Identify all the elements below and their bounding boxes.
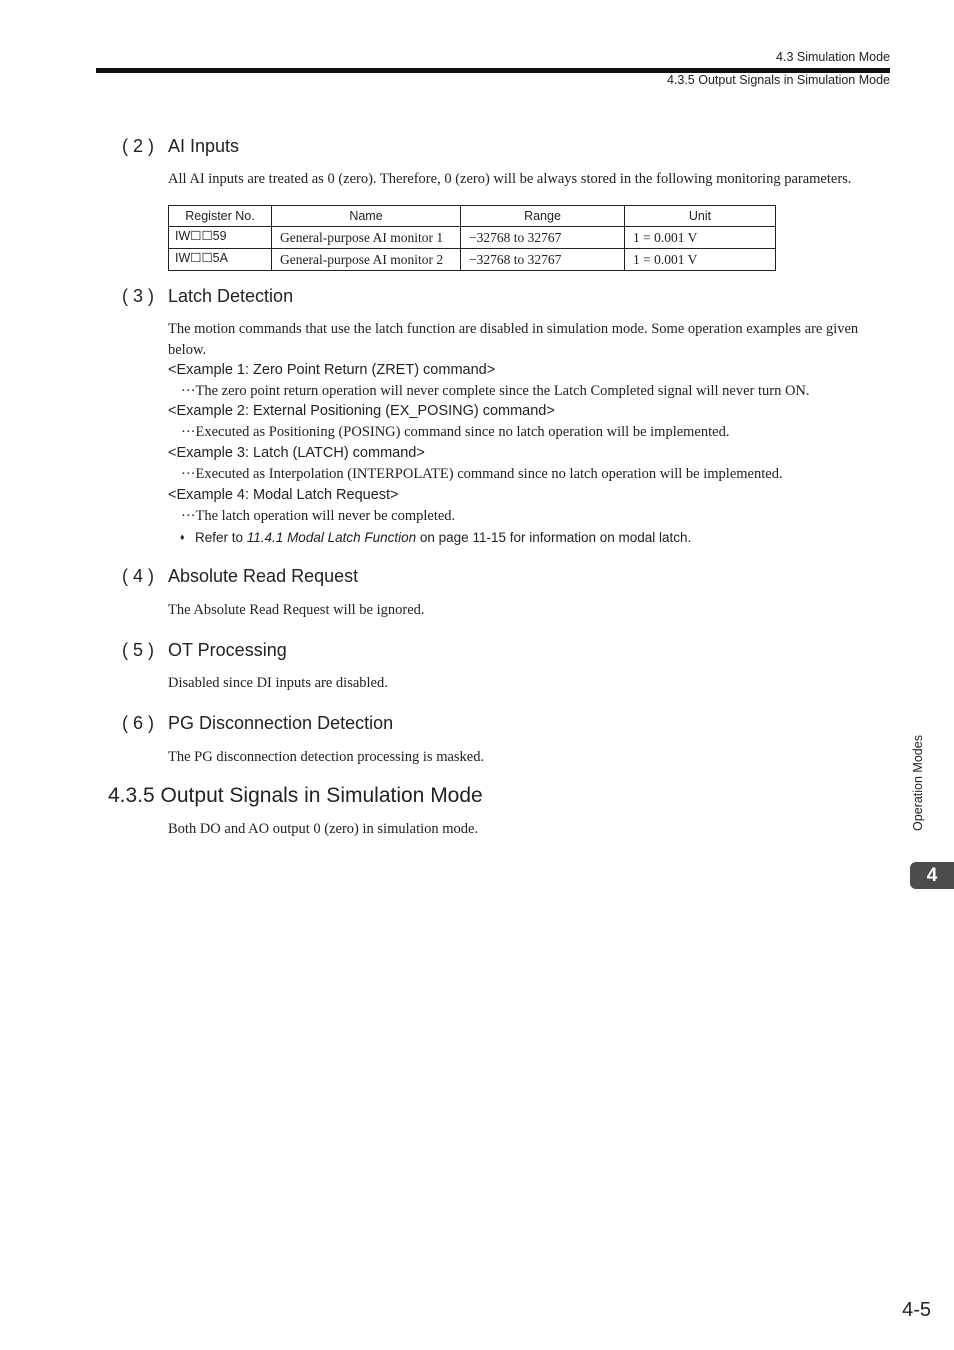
ai-inputs-heading — [122, 136, 239, 157]
ot-processing-body: Disabled since DI inputs are disabled. — [168, 675, 388, 691]
table-header-cell: Register No. — [169, 206, 272, 227]
unit-cell: 1 = 0.001 V — [625, 249, 776, 271]
range-cell: −32768 to 32767 — [461, 227, 625, 249]
ot-processing-heading — [122, 640, 287, 661]
heading-title: OT Processing — [168, 640, 287, 660]
heading-number: ( 4 ) — [122, 566, 155, 586]
latch-detection-body: The motion commands that use the latch function are disabled in simulation mode. Some operation examples are given below. — [168, 321, 859, 358]
table-row — [169, 227, 776, 249]
table-header-cell: Range — [461, 206, 625, 227]
heading-number: ( 2 ) — [122, 136, 155, 156]
latch-detection-heading — [122, 286, 293, 307]
heading-number: ( 5 ) — [122, 640, 155, 660]
ai-inputs-body: All AI inputs are treated as 0 (zero). Therefore, 0 (zero) will be always stored in the following monitoring parameters. — [168, 171, 852, 187]
output-signals-body: Both DO and AO output 0 (zero) in simulation mode. — [168, 821, 479, 837]
output-signals-heading: 4.3.5 Output Signals in Simulation Mode — [108, 784, 483, 807]
register-cell: IW☐☐59 — [169, 227, 272, 249]
page-number: 4-5 — [902, 1299, 931, 1321]
pg-disconnection-body: The PG disconnection detection processing is masked. — [168, 749, 485, 765]
chapter-side-label: Operation Modes — [911, 735, 925, 831]
diamond-bullet-icon: ♦ — [180, 532, 185, 542]
example-title: <Example 4: Modal Latch Request> — [168, 487, 399, 503]
heading-title: Latch Detection — [168, 286, 294, 306]
heading-number: ( 6 ) — [122, 713, 155, 733]
example-description: ···Executed as Positioning (POSING) command since no latch operation will be implemented. — [181, 424, 730, 440]
chapter-number-tab: 4 — [910, 862, 954, 889]
modal-latch-reference — [180, 530, 691, 545]
heading-title: AI Inputs — [168, 136, 240, 156]
heading-title: PG Disconnection Detection — [168, 713, 394, 733]
pg-disconnection-heading — [122, 713, 393, 734]
example-description: ···Executed as Interpolation (INTERPOLATE) command since no latch operation will be implemented. — [181, 466, 783, 482]
modal-latch-function-link[interactable]: 11.4.1 Modal Latch Function — [246, 530, 417, 545]
example-description: ···The latch operation will never be completed. — [181, 508, 456, 524]
table-header-row — [169, 206, 776, 227]
example-title: <Example 2: External Positioning (EX_POSING) command> — [168, 403, 555, 419]
example-title: <Example 3: Latch (LATCH) command> — [168, 445, 425, 461]
example-description: ···The zero point return operation will never complete since the Latch Completed signal will never turn ON. — [181, 383, 810, 399]
reference-suffix: on page 11-15 for information on modal latch. — [416, 530, 692, 545]
heading-title: Absolute Read Request — [168, 566, 359, 586]
table-row — [169, 249, 776, 271]
example-title: <Example 1: Zero Point Return (ZRET) command> — [168, 362, 496, 378]
register-cell: IW☐☐5A — [169, 249, 272, 271]
absolute-read-body: The Absolute Read Request will be ignored. — [168, 602, 425, 618]
unit-cell: 1 = 0.001 V — [625, 227, 776, 249]
name-cell: General-purpose AI monitor 2 — [272, 249, 461, 271]
ai-monitor-table — [168, 205, 776, 271]
header-subsection-title: 4.3.5 Output Signals in Simulation Mode — [666, 73, 890, 87]
table-header-cell: Unit — [625, 206, 776, 227]
reference-prefix: Refer to — [195, 530, 247, 545]
absolute-read-heading — [122, 566, 358, 587]
name-cell: General-purpose AI monitor 1 — [272, 227, 461, 249]
range-cell: −32768 to 32767 — [461, 249, 625, 271]
heading-number: ( 3 ) — [122, 286, 155, 306]
table-header-cell: Name — [272, 206, 461, 227]
header-section-title: 4.3 Simulation Mode — [776, 50, 890, 64]
